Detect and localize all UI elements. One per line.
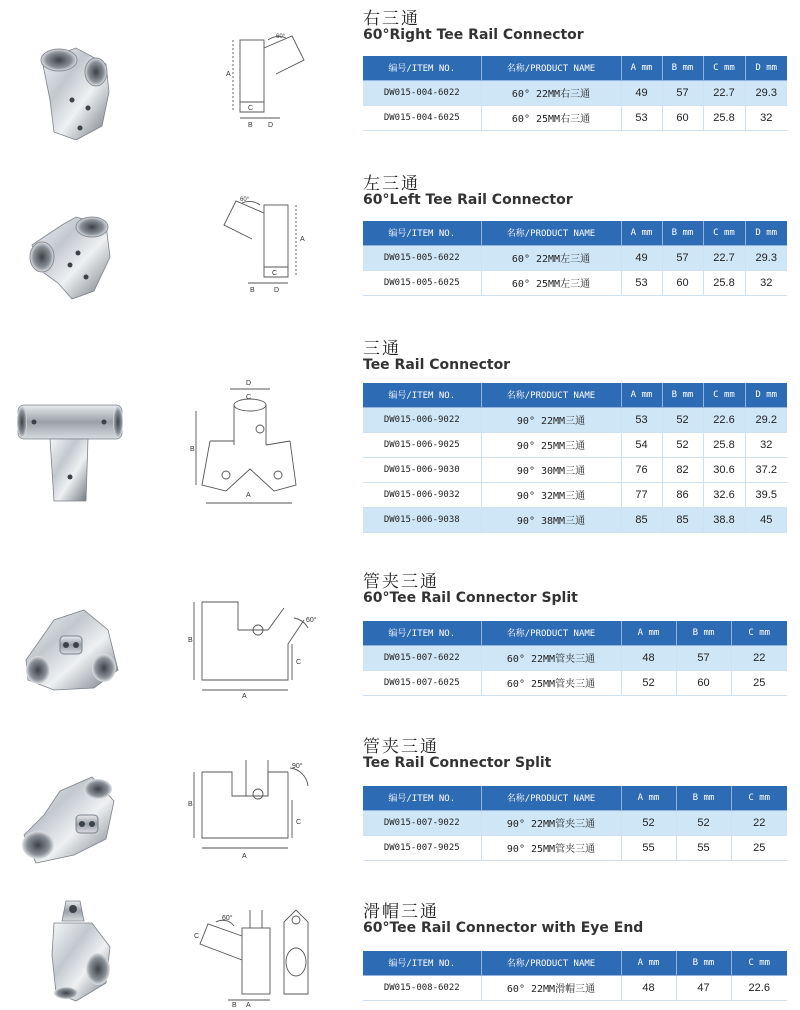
cell-item-no: DW015-004-6022 [363,80,481,105]
cell-item-no: DW015-006-9038 [363,507,481,532]
col-header-item-no: 编号/ITEM NO. [363,56,481,80]
drawing-label-angle: 60° [240,197,250,203]
drawing-label-b: B [248,122,253,129]
section-title-cn: 右三通 [363,9,420,29]
col-header-a: A mm [621,621,676,645]
col-header-a: A mm [621,786,676,810]
cell-product-name: 90° 32MM三通 [481,482,621,507]
cell-d: 39.5 [745,482,787,507]
cell-a: 53 [621,407,662,432]
left-tee-photo [14,195,124,305]
col-header-item-no: 编号/ITEM NO. [363,221,481,245]
split-90-tee-drawing [188,760,338,870]
table-row [363,482,787,507]
table-row [363,670,787,695]
spec-table [363,621,787,696]
col-header-product-name: 名称/PRODUCT NAME [481,951,621,975]
cell-a: 52 [621,670,676,695]
cell-a: 76 [621,457,662,482]
cell-b: 60 [662,105,703,130]
col-header-product-name: 名称/PRODUCT NAME [481,621,621,645]
eye-end-tee-photo [14,895,124,1007]
table-row [363,507,787,532]
cell-item-no: DW015-006-9032 [363,482,481,507]
cell-c: 22.6 [703,407,745,432]
drawing-label-a: A [242,693,247,700]
cell-a: 49 [621,80,662,105]
cell-product-name: 60° 22MM管夹三通 [481,645,621,670]
table-row [363,105,787,130]
cell-product-name: 60° 25MM左三通 [481,270,621,295]
split-90-tee-photo [14,755,124,870]
table-row [363,432,787,457]
product-section-split-90 [0,730,800,890]
cell-item-no: DW015-004-6025 [363,105,481,130]
drawing-label-angle: 60° [276,34,286,40]
cell-item-no: DW015-008-6022 [363,975,481,1000]
cell-item-no: DW015-007-6022 [363,645,481,670]
cell-item-no: DW015-006-9022 [363,407,481,432]
cell-product-name: 60° 22MM右三通 [481,80,621,105]
drawing-label-b: B [250,287,255,294]
drawing-label-b: B [190,446,195,453]
spec-table [363,786,787,861]
product-section-left-tee [0,165,800,325]
cell-b: 57 [662,245,703,270]
cell-b: 85 [662,507,703,532]
drawing-label-c: C [194,933,200,940]
table-row [363,835,787,860]
cell-product-name: 90° 22MM三通 [481,407,621,432]
col-header-product-name: 名称/PRODUCT NAME [481,786,621,810]
section-title-en: 60°Tee Rail Connector with Eye End [363,920,644,936]
cell-b: 60 [662,270,703,295]
table-row [363,645,787,670]
cell-a: 53 [621,270,662,295]
cell-item-no: DW015-007-6025 [363,670,481,695]
cell-c: 25 [731,670,787,695]
cell-item-no: DW015-005-6025 [363,270,481,295]
col-header-d: D mm [745,383,787,407]
cell-d: 32 [745,270,787,295]
drawing-label-c: C [296,819,302,826]
table-row [363,80,787,105]
spec-table [363,56,787,131]
col-header-a: A mm [621,221,662,245]
cell-d: 37.2 [745,457,787,482]
cell-product-name: 90° 30MM三通 [481,457,621,482]
drawing-label-a: A [246,1002,251,1008]
cell-d: 29.2 [745,407,787,432]
col-header-a: A mm [621,951,676,975]
cell-a: 55 [621,835,676,860]
cell-b: 52 [676,810,731,835]
cell-product-name: 60° 22MM滑帽三通 [481,975,621,1000]
section-title-cn: 三通 [363,339,401,359]
spec-table [363,951,787,1001]
section-title-cn: 滑帽三通 [363,902,439,922]
drawing-label-b: B [188,801,193,808]
split-60-tee-drawing [188,590,338,705]
cell-a: 48 [621,975,676,1000]
cell-d: 45 [745,507,787,532]
cell-c: 22 [731,810,787,835]
col-header-a: A mm [621,56,662,80]
cell-d: 29.3 [745,80,787,105]
col-header-c: C mm [703,221,745,245]
cell-c: 25.8 [703,105,745,130]
spec-table [363,383,787,533]
cell-b: 52 [662,407,703,432]
col-header-c: C mm [703,56,745,80]
cell-c: 22.6 [731,975,787,1000]
cell-b: 52 [662,432,703,457]
drawing-label-c: C [296,659,302,666]
eye-end-tee-drawing [188,900,338,1008]
section-title-en: 60°Left Tee Rail Connector [363,192,573,208]
product-section-tee [0,330,800,560]
cell-product-name: 60° 25MM右三通 [481,105,621,130]
tee-photo [14,385,124,505]
col-header-b: B mm [662,221,703,245]
drawing-label-a: A [226,71,231,78]
col-header-product-name: 名称/PRODUCT NAME [481,56,621,80]
cell-d: 32 [745,105,787,130]
drawing-label-c: C [246,394,252,401]
col-header-product-name: 名称/PRODUCT NAME [481,383,621,407]
cell-c: 25.8 [703,270,745,295]
tee-drawing [188,375,338,505]
cell-b: 47 [676,975,731,1000]
drawing-label-d: D [268,122,274,129]
cell-c: 25.8 [703,432,745,457]
col-header-item-no: 编号/ITEM NO. [363,383,481,407]
cell-product-name: 60° 25MM管夹三通 [481,670,621,695]
right-tee-photo [14,30,124,140]
cell-b: 57 [662,80,703,105]
col-header-b: B mm [676,786,731,810]
col-header-b: B mm [676,621,731,645]
product-section-split-60 [0,565,800,725]
cell-c: 22.7 [703,245,745,270]
table-row [363,407,787,432]
drawing-label-c: C [248,105,254,112]
section-title-en: Tee Rail Connector Split [363,755,552,771]
drawing-label-angle: 60° [222,915,233,922]
section-title-en: Tee Rail Connector [363,357,511,373]
section-title-cn: 左三通 [363,174,420,194]
cell-c: 25 [731,835,787,860]
cell-d: 29.3 [745,245,787,270]
col-header-b: B mm [676,951,731,975]
right-tee-drawing [188,30,338,132]
section-title-cn: 管夹三通 [363,572,439,592]
section-title-en: 60°Tee Rail Connector Split [363,590,578,606]
cell-item-no: DW015-007-9022 [363,810,481,835]
col-header-c: C mm [731,621,787,645]
spec-table [363,221,787,296]
cell-a: 48 [621,645,676,670]
table-row [363,457,787,482]
col-header-product-name: 名称/PRODUCT NAME [481,221,621,245]
cell-product-name: 90° 38MM三通 [481,507,621,532]
cell-product-name: 90° 25MM三通 [481,432,621,457]
cell-c: 22.7 [703,80,745,105]
cell-b: 82 [662,457,703,482]
cell-b: 60 [676,670,731,695]
section-title-en: 60°Right Tee Rail Connector [363,27,584,43]
cell-a: 77 [621,482,662,507]
table-row [363,810,787,835]
col-header-item-no: 编号/ITEM NO. [363,951,481,975]
col-header-item-no: 编号/ITEM NO. [363,621,481,645]
split-60-tee-photo [14,590,124,700]
drawing-label-a: A [242,853,247,860]
cell-c: 22 [731,645,787,670]
product-section-right-tee [0,0,800,160]
cell-item-no: DW015-005-6022 [363,245,481,270]
cell-a: 52 [621,810,676,835]
drawing-label-angle: 90° [292,763,303,770]
left-tee-drawing [188,195,338,297]
cell-product-name: 60° 22MM左三通 [481,245,621,270]
col-header-c: C mm [731,786,787,810]
cell-c: 32.6 [703,482,745,507]
drawing-label-b: B [188,637,193,644]
table-row [363,270,787,295]
cell-b: 55 [676,835,731,860]
drawing-label-b: B [232,1002,237,1008]
drawing-label-d: D [274,287,280,294]
col-header-a: A mm [621,383,662,407]
cell-a: 54 [621,432,662,457]
product-section-eye-end [0,895,800,1010]
cell-product-name: 90° 25MM管夹三通 [481,835,621,860]
cell-a: 49 [621,245,662,270]
cell-d: 32 [745,432,787,457]
cell-c: 30.6 [703,457,745,482]
drawing-label-a: A [246,492,251,499]
section-title-cn: 管夹三通 [363,737,439,757]
cell-b: 86 [662,482,703,507]
drawing-label-d: D [246,380,252,387]
col-header-b: B mm [662,383,703,407]
cell-a: 53 [621,105,662,130]
cell-product-name: 90° 22MM管夹三通 [481,810,621,835]
drawing-label-angle: 60° [306,617,317,624]
cell-item-no: DW015-006-9030 [363,457,481,482]
col-header-c: C mm [731,951,787,975]
col-header-c: C mm [703,383,745,407]
col-header-d: D mm [745,221,787,245]
table-row [363,245,787,270]
cell-item-no: DW015-007-9025 [363,835,481,860]
cell-a: 85 [621,507,662,532]
drawing-label-c: C [272,270,278,277]
col-header-item-no: 编号/ITEM NO. [363,786,481,810]
cell-c: 38.8 [703,507,745,532]
col-header-d: D mm [745,56,787,80]
cell-item-no: DW015-006-9025 [363,432,481,457]
col-header-b: B mm [662,56,703,80]
drawing-label-a: A [300,236,305,243]
cell-b: 57 [676,645,731,670]
table-row [363,975,787,1000]
